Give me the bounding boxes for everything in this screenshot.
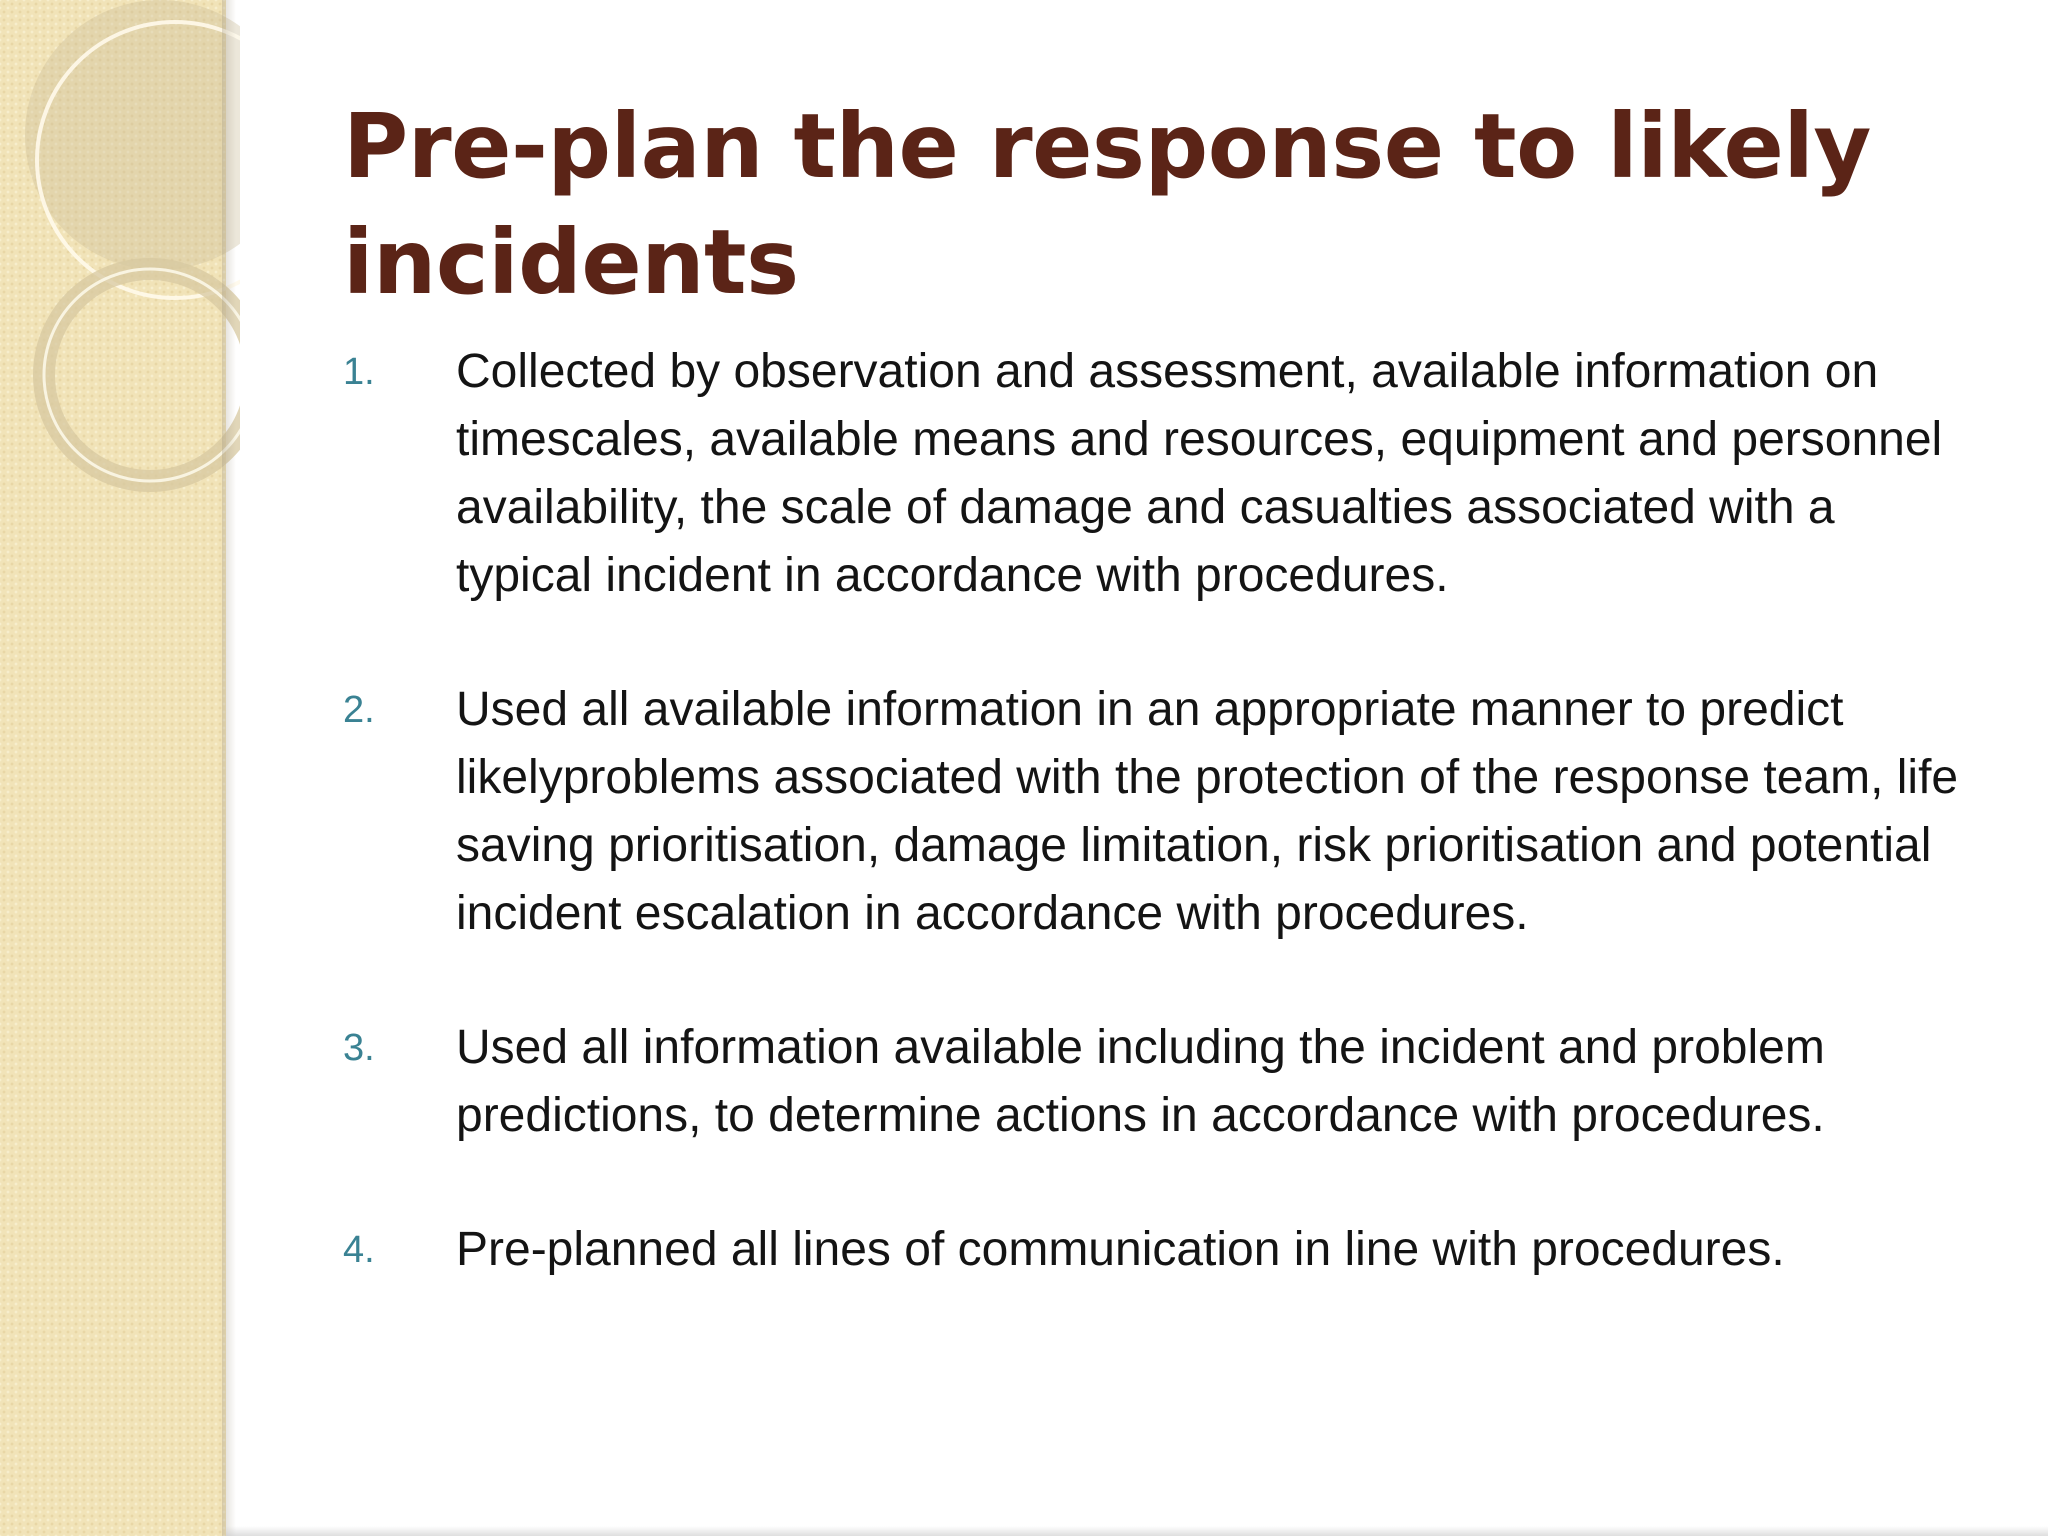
list-item-number: 1. <box>343 351 375 393</box>
list-item <box>343 338 1983 610</box>
sidebar-edge-shadow <box>222 0 236 1536</box>
list-item <box>343 1014 1983 1150</box>
slide-title: Pre-plan the response to likely incidents <box>343 94 1871 314</box>
list-item <box>343 676 1983 948</box>
list-item <box>343 1216 1983 1284</box>
list-item-text: Pre-planned all lines of communication in line with procedures. <box>456 1223 1785 1276</box>
numbered-list <box>343 338 1983 1350</box>
slide-bottom-shadow <box>226 1526 2048 1536</box>
list-item-number: 4. <box>343 1229 375 1271</box>
decorative-rings <box>0 0 240 500</box>
list-item-text: Collected by observation and assessment, available information on timescales, available means and resources, equipment and personnel availability, the scale of damage and casualties associated with a typical incident in accordance with procedures. <box>456 345 1943 602</box>
list-item-text: Used all information available including the incident and problem predictions, to determine actions in accordance with procedures. <box>456 1021 1825 1142</box>
list-item-number: 2. <box>343 689 375 731</box>
list-item-number: 3. <box>343 1027 375 1069</box>
list-item-text: Used all available information in an appropriate manner to predict likelyproblems associated with the protection of the response team, life saving prioritisation, damage limitation, risk prioritisation and potential incident escalation in accordance with procedures. <box>456 683 1959 940</box>
